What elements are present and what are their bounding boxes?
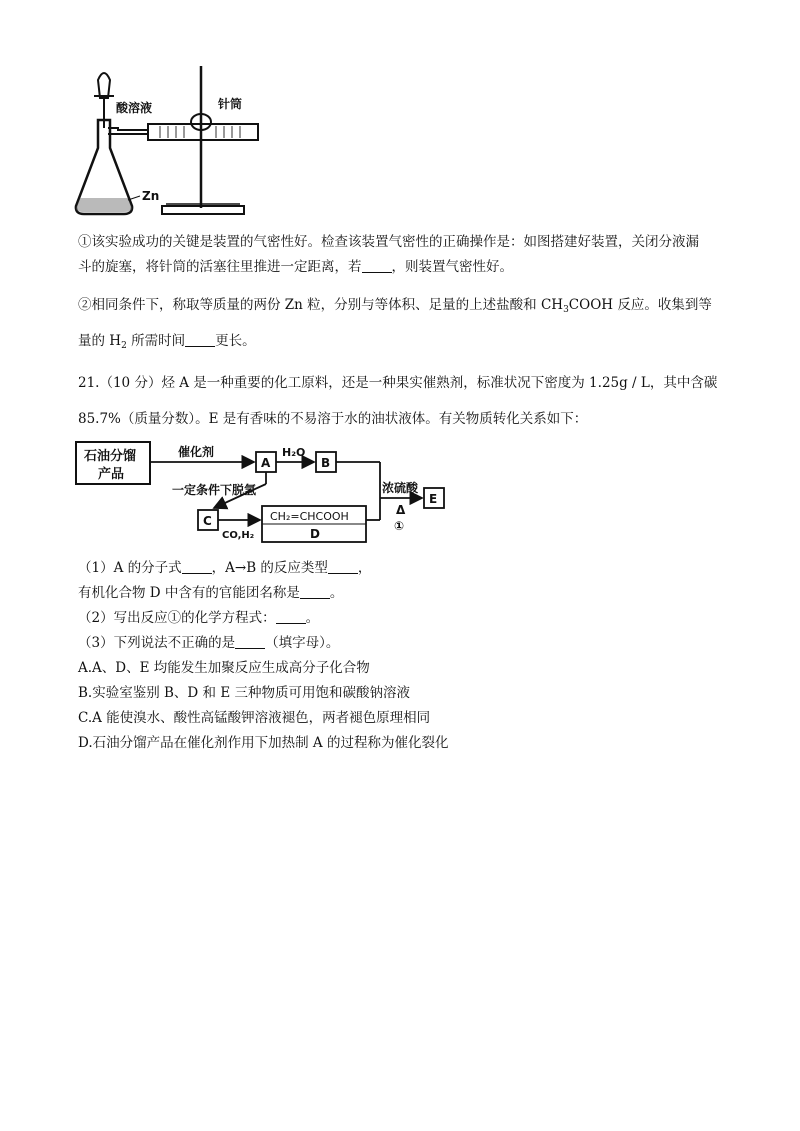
q21-intro-line2: 85.7%（质量分数）。E 是有香味的不易溶于水的油状液体。有关物质转化关系如下： <box>78 411 588 427</box>
label-syringe: 针筒 <box>218 97 243 111</box>
answer-blank[interactable] <box>185 332 215 347</box>
apparatus-figure <box>70 58 270 223</box>
svg-text:A: A <box>261 456 271 470</box>
svg-text:E: E <box>429 492 438 506</box>
svg-text:CO,H₂: CO,H₂ <box>222 530 255 541</box>
label-zinc: Zn <box>142 189 160 203</box>
svg-text:CH₂=CHCOOH: CH₂=CHCOOH <box>270 510 349 523</box>
iron-stand-base <box>162 206 244 214</box>
answer-blank[interactable] <box>235 634 265 649</box>
option-b: B.实验室鉴别 B、D 和 E 三种物质可用饱和碳酸钠溶液 <box>78 685 410 701</box>
svg-text:催化剂: 催化剂 <box>178 445 215 459</box>
svg-text:C: C <box>203 514 212 528</box>
q21-q2: （2）写出反应①的化学方程式： 。 <box>78 610 320 626</box>
svg-text:D: D <box>310 527 320 541</box>
svg-text:B: B <box>321 456 331 470</box>
separatory-funnel <box>98 73 110 98</box>
label-acid-solution: 酸溶液 <box>116 101 153 115</box>
q20-part1-line1: ①该实验成功的关键是装置的气密性好。检查该装置气密性的正确操作是：如图搭建好装置，关闭分液漏 <box>78 234 699 250</box>
answer-blank[interactable] <box>362 258 392 273</box>
svg-text:①: ① <box>394 519 405 533</box>
svg-text:H₂O: H₂O <box>282 446 306 459</box>
answer-blank[interactable] <box>182 559 212 574</box>
svg-text:石油分馏: 石油分馏 <box>84 449 137 464</box>
q20-part2-line2: 量的 $H_2$ 所需时间 更长。 <box>78 333 256 351</box>
q21-intro-line1: 21.（10 分）烃 A 是一种重要的化工原料，还是一种果实催熟剂，标准状况下密度为 1.25g / L，其中含碳 <box>78 375 718 391</box>
svg-text:产品: 产品 <box>98 467 125 482</box>
reaction-scheme <box>74 434 464 552</box>
q20-part1-line2: 斗的旋塞，将针筒的活塞往里推进一定距离，若 ，则装置气密性好。 <box>78 259 513 275</box>
svg-text:一定条件下脱氢: 一定条件下脱氢 <box>172 483 257 497</box>
q21-q3: （3）下列说法不正确的是 （填字母）。 <box>78 635 340 651</box>
svg-text:Δ: Δ <box>396 503 406 517</box>
q21-q1-line2: 有机化合物 D 中含有的官能团名称是 。 <box>78 585 344 601</box>
svg-text:浓硫酸: 浓硫酸 <box>382 481 419 495</box>
answer-blank[interactable] <box>300 584 330 599</box>
q20-part2-line1: ②相同条件下，称取等质量的两份 Zn 粒，分别与等体积、足量的上述盐酸和 $CH_3COOH$ 反应。收集到等 <box>78 297 712 315</box>
option-a: A.A、D、E 均能发生加聚反应生成高分子化合物 <box>78 660 370 676</box>
option-c: C.A 能使溴水、酸性高锰酸钾溶液褪色，两者褪色原理相同 <box>78 710 431 726</box>
answer-blank[interactable] <box>328 559 358 574</box>
q21-q1-line1: （1）A 的分子式 ，A→B 的反应类型 ， <box>78 560 372 576</box>
syringe <box>148 124 258 140</box>
option-d: D.石油分馏产品在催化剂作用下加热制 A 的过程称为催化裂化 <box>78 735 449 751</box>
answer-blank[interactable] <box>276 609 306 624</box>
